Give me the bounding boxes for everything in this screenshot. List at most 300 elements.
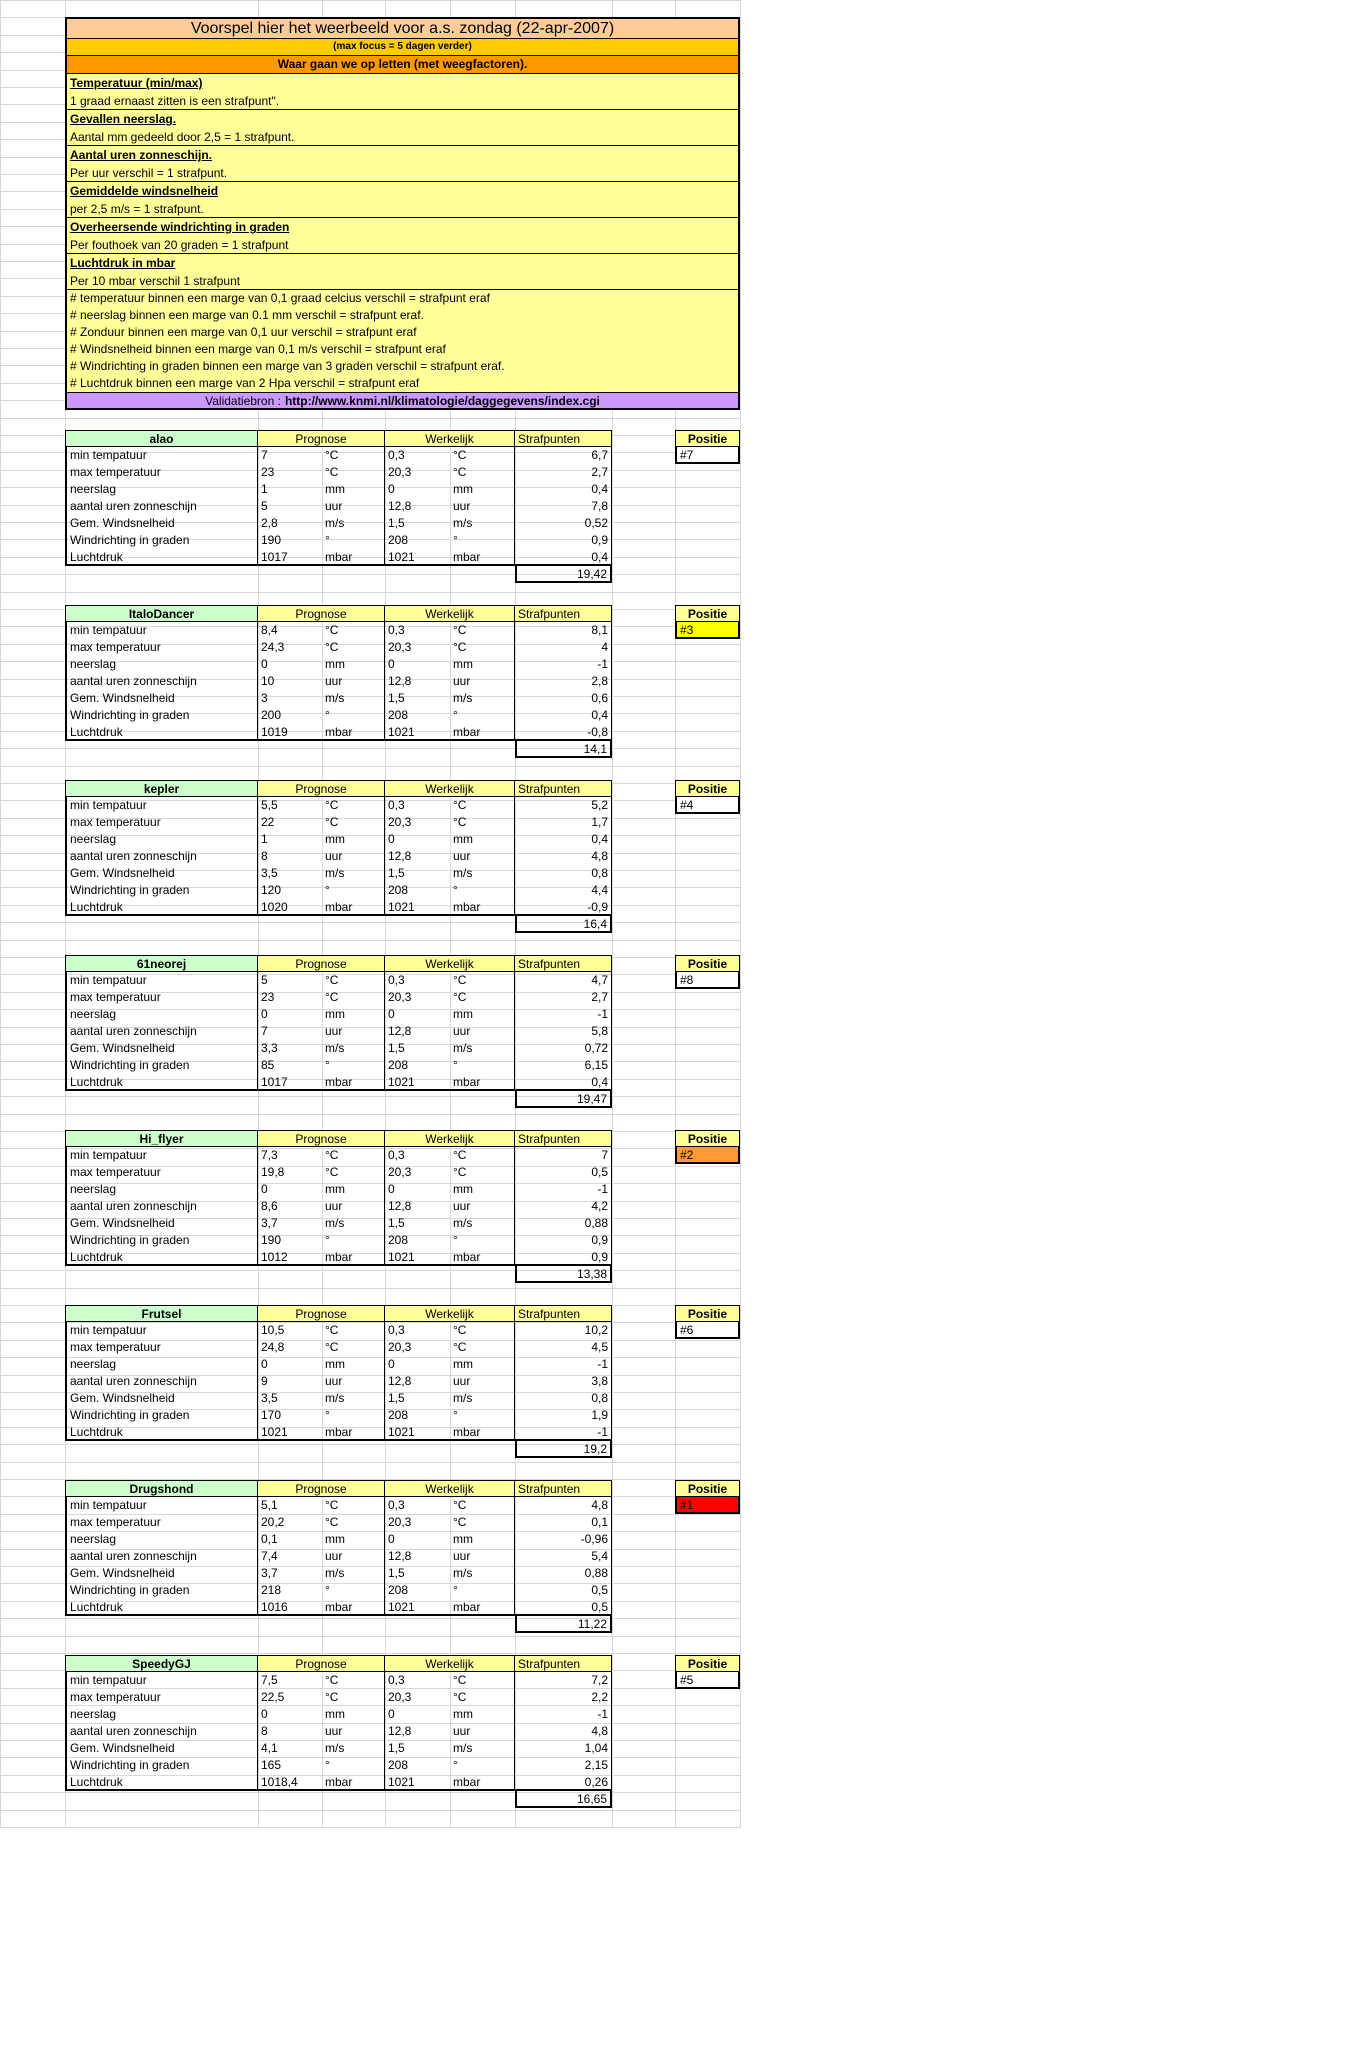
werkelijk-value: 208 bbox=[388, 1233, 409, 1247]
werkelijk-unit: uur bbox=[450, 1548, 515, 1565]
prognose-unit: mbar bbox=[322, 899, 385, 916]
prognose-value[interactable]: 8,6 bbox=[261, 1199, 278, 1213]
header-strafpunten: Strafpunten bbox=[515, 430, 612, 447]
note-line: # temperatuur binnen een marge van 0,1 graad celcius verschil = strafpunt eraf bbox=[65, 290, 740, 307]
prognose-unit: ° bbox=[322, 1407, 385, 1424]
strafpunt-value: 0,72 bbox=[515, 1040, 612, 1057]
werkelijk-unit: mm bbox=[450, 481, 515, 498]
werkelijk-value: 1021 bbox=[385, 899, 450, 916]
header-strafpunten: Strafpunten bbox=[515, 1655, 612, 1672]
row-label: Windrichting in graden bbox=[65, 707, 258, 724]
werkelijk-value: 0 bbox=[388, 657, 395, 671]
werkelijk-value: 0 bbox=[388, 1007, 395, 1021]
weights-title: Waar gaan we op letten (met weegfactoren). bbox=[65, 56, 740, 74]
werkelijk-value: 0 bbox=[388, 1182, 395, 1196]
strafpunt-value: 4,2 bbox=[515, 1198, 612, 1215]
gridline bbox=[0, 766, 740, 767]
werkelijk-value: 208 bbox=[388, 883, 409, 897]
prognose-unit: °C bbox=[322, 972, 385, 989]
werkelijk-unit: m/s bbox=[450, 515, 515, 532]
row-label: Windrichting in graden bbox=[65, 1757, 258, 1774]
prognose-value[interactable]: 8 bbox=[261, 1724, 268, 1738]
gridline bbox=[0, 1270, 740, 1271]
gridline bbox=[0, 1288, 740, 1289]
rule-text: Per fouthoek van 20 graden = 1 strafpunt bbox=[65, 236, 740, 254]
prognose-value[interactable]: 9 bbox=[261, 1374, 268, 1388]
header-prognose: Prognose bbox=[258, 1480, 385, 1497]
prognose-value[interactable]: 3,7 bbox=[261, 1216, 278, 1230]
prognose-value[interactable]: 7,4 bbox=[261, 1549, 278, 1563]
row-label: Windrichting in graden bbox=[65, 1057, 258, 1074]
prognose-value[interactable]: 7 bbox=[261, 1024, 268, 1038]
positie-value: #3 bbox=[675, 622, 740, 639]
werkelijk-unit: °C bbox=[450, 989, 515, 1006]
prognose-value[interactable]: 5 bbox=[261, 973, 268, 987]
row-label: aantal uren zonneschijn bbox=[65, 673, 258, 690]
werkelijk-unit: uur bbox=[450, 673, 515, 690]
strafpunten-total: 16,4 bbox=[515, 916, 612, 933]
werkelijk-value: 0,3 bbox=[388, 1498, 405, 1512]
werkelijk-value: 1021 bbox=[385, 1774, 450, 1791]
rule-heading: Temperatuur (min/max) bbox=[65, 74, 740, 92]
werkelijk-unit: mm bbox=[450, 1531, 515, 1548]
prognose-value[interactable]: 190 bbox=[261, 533, 282, 547]
werkelijk-value: 12,8 bbox=[388, 1549, 412, 1563]
prognose-value[interactable]: 1017 bbox=[258, 1074, 322, 1091]
row-label: aantal uren zonneschijn bbox=[65, 848, 258, 865]
prognose-value[interactable]: 7 bbox=[261, 448, 268, 462]
row-label: Windrichting in graden bbox=[65, 1582, 258, 1599]
strafpunt-value: 0,4 bbox=[515, 481, 612, 498]
werkelijk-value: 1,5 bbox=[388, 1566, 405, 1580]
header-werkelijk: Werkelijk bbox=[385, 1130, 515, 1147]
row-label: Windrichting in graden bbox=[65, 1407, 258, 1424]
row-label: Gem. Windsnelheid bbox=[65, 865, 258, 882]
werkelijk-unit: mbar bbox=[450, 1424, 515, 1441]
strafpunt-value: 0,8 bbox=[515, 1390, 612, 1407]
prognose-value[interactable]: 3,5 bbox=[261, 866, 278, 880]
prognose-value[interactable]: 85 bbox=[261, 1058, 275, 1072]
gridline bbox=[0, 922, 740, 923]
row-label: Luchtdruk bbox=[65, 549, 258, 566]
row-label: Gem. Windsnelheid bbox=[65, 1390, 258, 1407]
header-prognose: Prognose bbox=[258, 780, 385, 797]
row-label: max temperatuur bbox=[65, 814, 258, 831]
werkelijk-unit: uur bbox=[450, 498, 515, 515]
werkelijk-unit: uur bbox=[450, 1723, 515, 1740]
row-label: Luchtdruk bbox=[65, 1774, 258, 1791]
werkelijk-value: 1021 bbox=[385, 1074, 450, 1091]
player-name: kepler bbox=[65, 780, 258, 797]
prognose-value[interactable]: 24,3 bbox=[261, 640, 285, 654]
prognose-unit: mbar bbox=[322, 724, 385, 741]
prognose-value[interactable]: 24,8 bbox=[261, 1340, 285, 1354]
werkelijk-unit: m/s bbox=[450, 1040, 515, 1057]
row-label: neerslag bbox=[65, 656, 258, 673]
prognose-unit: mbar bbox=[322, 1774, 385, 1791]
row-label: Luchtdruk bbox=[65, 1599, 258, 1616]
row-label: aantal uren zonneschijn bbox=[65, 1198, 258, 1215]
werkelijk-value: 0,3 bbox=[388, 1323, 405, 1337]
strafpunten-total: 19,2 bbox=[515, 1441, 612, 1458]
werkelijk-unit: ° bbox=[450, 882, 515, 899]
prognose-unit: m/s bbox=[322, 515, 385, 532]
werkelijk-unit: °C bbox=[450, 1164, 515, 1181]
werkelijk-value: 0,3 bbox=[388, 973, 405, 987]
werkelijk-value: 20,3 bbox=[388, 1515, 412, 1529]
row-label: aantal uren zonneschijn bbox=[65, 1723, 258, 1740]
werkelijk-value: 12,8 bbox=[388, 674, 412, 688]
player-name: 61neorej bbox=[65, 955, 258, 972]
prognose-unit: mm bbox=[322, 1706, 385, 1723]
strafpunt-value: 0,4 bbox=[515, 707, 612, 724]
prognose-unit: mm bbox=[322, 481, 385, 498]
header-strafpunten: Strafpunten bbox=[515, 1305, 612, 1322]
werkelijk-value: 20,3 bbox=[388, 465, 412, 479]
werkelijk-unit: mbar bbox=[450, 1249, 515, 1266]
row-label: Windrichting in graden bbox=[65, 1232, 258, 1249]
strafpunten-total: 19,47 bbox=[515, 1091, 612, 1108]
prognose-unit: mm bbox=[322, 656, 385, 673]
gridline bbox=[0, 0, 1, 1828]
strafpunt-value: 4,7 bbox=[515, 972, 612, 989]
prognose-value[interactable]: 1012 bbox=[258, 1249, 322, 1266]
prognose-unit: ° bbox=[322, 1757, 385, 1774]
gridline bbox=[0, 418, 740, 419]
werkelijk-unit: uur bbox=[450, 1198, 515, 1215]
prognose-value[interactable]: 10,5 bbox=[261, 1323, 285, 1337]
strafpunt-value: 7,2 bbox=[515, 1672, 612, 1689]
strafpunt-value: 4,8 bbox=[515, 848, 612, 865]
row-label: min tempatuur bbox=[65, 797, 258, 814]
prognose-unit: °C bbox=[322, 1339, 385, 1356]
werkelijk-unit: mm bbox=[450, 1006, 515, 1023]
prognose-value[interactable]: 1020 bbox=[258, 899, 322, 916]
strafpunt-value: 0,88 bbox=[515, 1215, 612, 1232]
werkelijk-unit: ° bbox=[450, 707, 515, 724]
strafpunt-value: 4,8 bbox=[515, 1723, 612, 1740]
prognose-unit: mm bbox=[322, 1356, 385, 1373]
prognose-value[interactable]: 22,5 bbox=[261, 1690, 285, 1704]
prognose-value[interactable]: 7,3 bbox=[261, 1148, 278, 1162]
strafpunt-value: 0,5 bbox=[515, 1164, 612, 1181]
prognose-value[interactable]: 0 bbox=[261, 1007, 268, 1021]
player-name: Hi_flyer bbox=[65, 1130, 258, 1147]
prognose-unit: °C bbox=[322, 1514, 385, 1531]
positie-value: #8 bbox=[675, 972, 740, 989]
prognose-value[interactable]: 2,8 bbox=[261, 516, 278, 530]
prognose-value[interactable]: 165 bbox=[261, 1758, 282, 1772]
gridline bbox=[0, 574, 740, 575]
werkelijk-value: 1,5 bbox=[388, 1216, 405, 1230]
werkelijk-value: 12,8 bbox=[388, 1724, 412, 1738]
strafpunt-value: 2,8 bbox=[515, 673, 612, 690]
validation-label: Validatiebron : bbox=[205, 394, 281, 408]
gridline bbox=[0, 1810, 740, 1811]
prognose-unit: uur bbox=[322, 1023, 385, 1040]
header-strafpunten: Strafpunten bbox=[515, 1480, 612, 1497]
prognose-unit: mbar bbox=[322, 1424, 385, 1441]
prognose-unit: ° bbox=[322, 532, 385, 549]
row-label: min tempatuur bbox=[65, 1672, 258, 1689]
prognose-value[interactable]: 1 bbox=[261, 482, 268, 496]
prognose-value[interactable]: 5,5 bbox=[261, 798, 278, 812]
positie-value: #2 bbox=[675, 1147, 740, 1164]
werkelijk-value: 20,3 bbox=[388, 640, 412, 654]
werkelijk-unit: mbar bbox=[450, 1599, 515, 1616]
werkelijk-unit: ° bbox=[450, 1582, 515, 1599]
row-label: Gem. Windsnelheid bbox=[65, 1740, 258, 1757]
row-label: aantal uren zonneschijn bbox=[65, 1373, 258, 1390]
prognose-value[interactable]: 190 bbox=[261, 1233, 282, 1247]
prognose-value[interactable]: 120 bbox=[261, 883, 282, 897]
werkelijk-unit: mm bbox=[450, 1706, 515, 1723]
player-name: SpeedyGJ bbox=[65, 1655, 258, 1672]
strafpunt-value: 6,7 bbox=[515, 447, 612, 464]
row-label: Windrichting in graden bbox=[65, 532, 258, 549]
werkelijk-unit: °C bbox=[450, 1497, 515, 1514]
validation-link[interactable]: http://www.knmi.nl/klimatologie/daggegevens/index.cgi bbox=[284, 394, 600, 408]
header-prognose: Prognose bbox=[258, 430, 385, 447]
werkelijk-value: 208 bbox=[388, 1758, 409, 1772]
werkelijk-value: 1,5 bbox=[388, 1391, 405, 1405]
strafpunt-value: -1 bbox=[515, 1356, 612, 1373]
gridline bbox=[0, 1827, 740, 1828]
prognose-value[interactable]: 23 bbox=[261, 465, 275, 479]
gridline bbox=[0, 592, 740, 593]
prognose-unit: °C bbox=[322, 1164, 385, 1181]
row-label: min tempatuur bbox=[65, 447, 258, 464]
werkelijk-unit: °C bbox=[450, 972, 515, 989]
prognose-value[interactable]: 3,7 bbox=[261, 1566, 278, 1580]
werkelijk-value: 20,3 bbox=[388, 990, 412, 1004]
werkelijk-unit: °C bbox=[450, 464, 515, 481]
werkelijk-value: 0,3 bbox=[388, 448, 405, 462]
prognose-value[interactable]: 5 bbox=[261, 499, 268, 513]
werkelijk-value: 12,8 bbox=[388, 1199, 412, 1213]
werkelijk-unit: °C bbox=[450, 1339, 515, 1356]
row-label: max temperatuur bbox=[65, 1164, 258, 1181]
strafpunt-value: 0,9 bbox=[515, 532, 612, 549]
strafpunt-value: -1 bbox=[515, 1181, 612, 1198]
strafpunt-value: 5,2 bbox=[515, 797, 612, 814]
werkelijk-unit: uur bbox=[450, 848, 515, 865]
prognose-value[interactable]: 0 bbox=[261, 657, 268, 671]
werkelijk-unit: mm bbox=[450, 831, 515, 848]
prognose-unit: uur bbox=[322, 1373, 385, 1390]
prognose-unit: uur bbox=[322, 673, 385, 690]
strafpunt-value: -1 bbox=[515, 1424, 612, 1441]
prognose-unit: °C bbox=[322, 464, 385, 481]
header-werkelijk: Werkelijk bbox=[385, 605, 515, 622]
strafpunt-value: 2,7 bbox=[515, 989, 612, 1006]
prognose-unit: m/s bbox=[322, 1390, 385, 1407]
werkelijk-value: 20,3 bbox=[388, 815, 412, 829]
strafpunt-value: 0,52 bbox=[515, 515, 612, 532]
prognose-value[interactable]: 200 bbox=[261, 708, 282, 722]
prognose-unit: mm bbox=[322, 1006, 385, 1023]
werkelijk-value: 0 bbox=[388, 482, 395, 496]
prognose-unit: mm bbox=[322, 1531, 385, 1548]
strafpunt-value: 0,4 bbox=[515, 549, 612, 566]
strafpunten-total: 13,38 bbox=[515, 1266, 612, 1283]
prognose-unit: m/s bbox=[322, 1740, 385, 1757]
prognose-value[interactable]: 8 bbox=[261, 849, 268, 863]
rule-text: Per 10 mbar verschil 1 strafpunt bbox=[65, 272, 740, 290]
note-line: # Windrichting in graden binnen een marge van 3 graden verschil = strafpunt eraf. bbox=[65, 358, 740, 375]
prognose-unit: m/s bbox=[322, 1215, 385, 1232]
prognose-value[interactable]: 10 bbox=[261, 674, 275, 688]
prognose-value[interactable]: 4,1 bbox=[261, 1741, 278, 1755]
prognose-value[interactable]: 170 bbox=[261, 1408, 282, 1422]
prognose-value[interactable]: 19,8 bbox=[261, 1165, 285, 1179]
prognose-value[interactable]: 22 bbox=[261, 815, 275, 829]
werkelijk-value: 1,5 bbox=[388, 516, 405, 530]
werkelijk-unit: ° bbox=[450, 1057, 515, 1074]
prognose-value[interactable]: 3,5 bbox=[261, 1391, 278, 1405]
werkelijk-unit: mbar bbox=[450, 549, 515, 566]
strafpunt-value: 1,04 bbox=[515, 1740, 612, 1757]
rule-heading: Overheersende windrichting in graden bbox=[65, 218, 740, 236]
strafpunten-total: 14,1 bbox=[515, 741, 612, 758]
werkelijk-unit: uur bbox=[450, 1023, 515, 1040]
rule-heading: Gevallen neerslag. bbox=[65, 110, 740, 128]
werkelijk-unit: mbar bbox=[450, 1774, 515, 1791]
header-strafpunten: Strafpunten bbox=[515, 605, 612, 622]
row-label: Gem. Windsnelheid bbox=[65, 515, 258, 532]
prognose-value[interactable]: 1017 bbox=[258, 549, 322, 566]
note-line: # Windsnelheid binnen een marge van 0,1 m/s verschil = strafpunt eraf bbox=[65, 341, 740, 358]
player-name: Drugshond bbox=[65, 1480, 258, 1497]
werkelijk-unit: ° bbox=[450, 1232, 515, 1249]
strafpunt-value: -1 bbox=[515, 1006, 612, 1023]
row-label: max temperatuur bbox=[65, 1514, 258, 1531]
row-label: Gem. Windsnelheid bbox=[65, 1565, 258, 1582]
prognose-value[interactable]: 1019 bbox=[258, 724, 322, 741]
strafpunt-value: 7,8 bbox=[515, 498, 612, 515]
prognose-value[interactable]: 8,4 bbox=[261, 623, 278, 637]
gridline bbox=[0, 0, 740, 1]
strafpunt-value: 0,9 bbox=[515, 1232, 612, 1249]
prognose-value[interactable]: 1018,4 bbox=[258, 1774, 322, 1791]
prognose-unit: °C bbox=[322, 622, 385, 639]
werkelijk-value: 20,3 bbox=[388, 1165, 412, 1179]
rule-text: per 2,5 m/s = 1 strafpunt. bbox=[65, 200, 740, 218]
prognose-value[interactable]: 5,1 bbox=[261, 1498, 278, 1512]
prognose-unit: m/s bbox=[322, 690, 385, 707]
header-positie: Positie bbox=[675, 955, 740, 972]
werkelijk-unit: m/s bbox=[450, 1740, 515, 1757]
werkelijk-unit: °C bbox=[450, 1514, 515, 1531]
werkelijk-unit: ° bbox=[450, 532, 515, 549]
prognose-value[interactable]: 0 bbox=[261, 1182, 268, 1196]
prognose-value[interactable]: 1 bbox=[261, 832, 268, 846]
prognose-value[interactable]: 0 bbox=[261, 1707, 268, 1721]
row-label: max temperatuur bbox=[65, 1689, 258, 1706]
werkelijk-value: 0,3 bbox=[388, 1148, 405, 1162]
gridline bbox=[0, 1636, 740, 1637]
gridline bbox=[0, 748, 740, 749]
werkelijk-value: 0,3 bbox=[388, 1673, 405, 1687]
row-label: aantal uren zonneschijn bbox=[65, 1023, 258, 1040]
gridline bbox=[0, 1618, 740, 1619]
strafpunt-value: 4,5 bbox=[515, 1339, 612, 1356]
gridline bbox=[0, 1114, 740, 1115]
werkelijk-value: 1021 bbox=[385, 1599, 450, 1616]
werkelijk-unit: ° bbox=[450, 1757, 515, 1774]
werkelijk-unit: °C bbox=[450, 622, 515, 639]
prognose-unit: °C bbox=[322, 639, 385, 656]
row-label: neerslag bbox=[65, 1531, 258, 1548]
prognose-value[interactable]: 218 bbox=[261, 1583, 282, 1597]
prognose-unit: uur bbox=[322, 1548, 385, 1565]
prognose-value[interactable]: 20,2 bbox=[261, 1515, 285, 1529]
werkelijk-value: 1,5 bbox=[388, 691, 405, 705]
note-line: # Luchtdruk binnen een marge van 2 Hpa verschil = strafpunt eraf bbox=[65, 375, 740, 392]
strafpunt-value: 2,7 bbox=[515, 464, 612, 481]
werkelijk-value: 0 bbox=[388, 1357, 395, 1371]
row-label: Luchtdruk bbox=[65, 899, 258, 916]
row-label: min tempatuur bbox=[65, 1147, 258, 1164]
prognose-value[interactable]: 1021 bbox=[258, 1424, 322, 1441]
prognose-unit: ° bbox=[322, 1582, 385, 1599]
prognose-value[interactable]: 0 bbox=[261, 1357, 268, 1371]
row-label: neerslag bbox=[65, 831, 258, 848]
strafpunt-value: 1,7 bbox=[515, 814, 612, 831]
werkelijk-unit: mbar bbox=[450, 1074, 515, 1091]
row-label: min tempatuur bbox=[65, 972, 258, 989]
rule-heading: Aantal uren zonneschijn. bbox=[65, 146, 740, 164]
rule-heading: Gemiddelde windsnelheid bbox=[65, 182, 740, 200]
row-label: max temperatuur bbox=[65, 1339, 258, 1356]
strafpunt-value: -0,9 bbox=[515, 899, 612, 916]
header-prognose: Prognose bbox=[258, 955, 385, 972]
werkelijk-value: 0 bbox=[388, 1532, 395, 1546]
prognose-value[interactable]: 3 bbox=[261, 691, 268, 705]
positie-value: #4 bbox=[675, 797, 740, 814]
prognose-unit: mbar bbox=[322, 549, 385, 566]
header-positie: Positie bbox=[675, 1480, 740, 1497]
row-label: aantal uren zonneschijn bbox=[65, 498, 258, 515]
row-label: Luchtdruk bbox=[65, 1249, 258, 1266]
strafpunt-value: 0,4 bbox=[515, 831, 612, 848]
werkelijk-value: 0,3 bbox=[388, 798, 405, 812]
header-prognose: Prognose bbox=[258, 605, 385, 622]
werkelijk-unit: mbar bbox=[450, 724, 515, 741]
prognose-unit: °C bbox=[322, 1672, 385, 1689]
prognose-unit: °C bbox=[322, 797, 385, 814]
prognose-value[interactable]: 23 bbox=[261, 990, 275, 1004]
prognose-value[interactable]: 0,1 bbox=[261, 1532, 278, 1546]
strafpunt-value: 2,15 bbox=[515, 1757, 612, 1774]
strafpunt-value: 5,8 bbox=[515, 1023, 612, 1040]
strafpunt-value: 0,5 bbox=[515, 1582, 612, 1599]
row-label: min tempatuur bbox=[65, 1322, 258, 1339]
prognose-unit: °C bbox=[322, 1497, 385, 1514]
prognose-value[interactable]: 3,3 bbox=[261, 1041, 278, 1055]
positie-value: #1 bbox=[675, 1497, 740, 1514]
page-title: Voorspel hier het weerbeeld voor a.s. zondag (22-apr-2007) bbox=[65, 17, 740, 39]
werkelijk-value: 12,8 bbox=[388, 499, 412, 513]
strafpunt-value: 6,15 bbox=[515, 1057, 612, 1074]
werkelijk-unit: m/s bbox=[450, 690, 515, 707]
row-label: Gem. Windsnelheid bbox=[65, 690, 258, 707]
row-label: Luchtdruk bbox=[65, 1424, 258, 1441]
prognose-value[interactable]: 7,5 bbox=[261, 1673, 278, 1687]
werkelijk-value: 208 bbox=[388, 1058, 409, 1072]
header-positie: Positie bbox=[675, 1305, 740, 1322]
prognose-value[interactable]: 1016 bbox=[258, 1599, 322, 1616]
